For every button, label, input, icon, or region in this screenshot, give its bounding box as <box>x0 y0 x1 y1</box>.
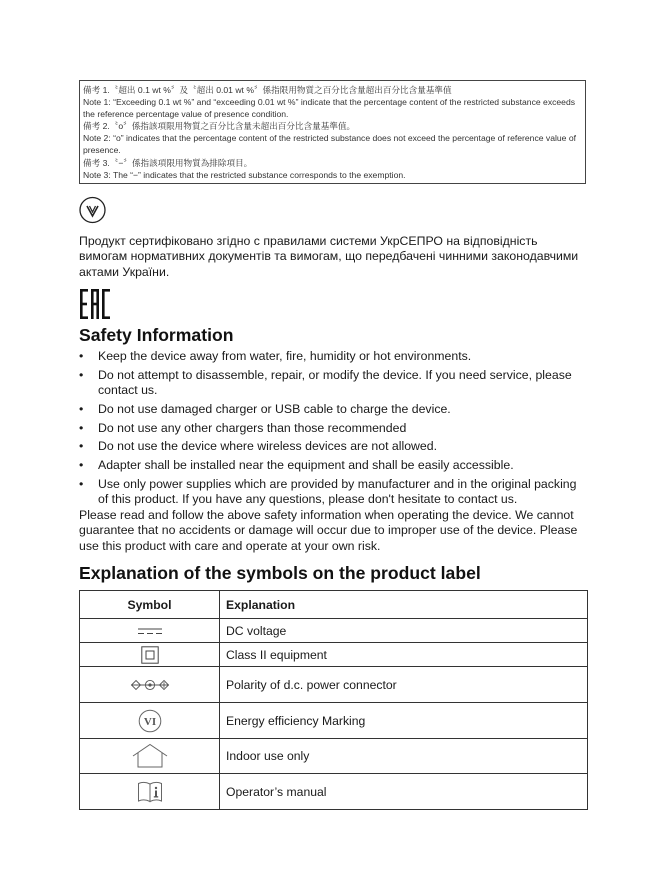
bullet-icon: • <box>79 348 84 363</box>
bullet-icon: • <box>79 401 84 416</box>
symbol-column-header: Symbol <box>80 591 220 619</box>
bullet-icon: • <box>79 420 84 435</box>
note-line: 備考 1.〝超出 0.1 wt %〞及〝超出 0.01 wt %〞係指限用物質之百分比含量超出百分比含量基準值 <box>83 85 452 95</box>
list-item-text: Do not use any other chargers than those recommended <box>98 420 407 435</box>
ukrsepro-certification-text: Продукт сертифіковано згідно с правилами системи УкрСЕПРО на відповідність вимогам нормативних документів та вимогам, що передбачені чинними законодавчими актами України. <box>79 233 579 279</box>
table-row <box>80 774 588 810</box>
list-item <box>79 402 586 417</box>
symbol-explanation: DC voltage <box>220 619 588 643</box>
ukrsepro-mark-icon <box>79 195 586 225</box>
note-line: 備考 3.〝−〞係指該項限用物質為排除項目。 <box>83 157 253 168</box>
table-row <box>80 703 588 739</box>
safety-information-heading: Safety Information <box>79 324 234 345</box>
list-item-text: Do not use the device where wireless devices are not allowed. <box>98 439 438 454</box>
note-line: 備考 2.〝o〞係指該項限用物質之百分比含量未超出百分比含量基準值。 <box>83 121 356 132</box>
restricted-substance-notes <box>79 80 586 184</box>
explanation-column-header: Explanation <box>220 591 588 619</box>
safety-list <box>79 349 586 507</box>
table-row <box>80 739 588 774</box>
note-line: Note 1: “Exceeding 0.1 wt %” and “exceeding 0.01 wt %” indicate that the percentage content of the restricted substance exceeds the reference percentage value of presence condition. <box>83 97 576 120</box>
energy-mark-label: VI <box>143 715 156 728</box>
table-row <box>80 643 588 667</box>
list-item <box>79 439 586 454</box>
bullet-icon: • <box>79 458 84 473</box>
eac-mark-icon <box>79 287 586 323</box>
list-item <box>79 421 586 436</box>
list-item-text: Do not use damaged charger or USB cable to charge the device. <box>98 401 451 416</box>
symbols-heading: Explanation of the symbols on the product label <box>79 563 481 584</box>
symbols-table <box>79 590 588 810</box>
dc-voltage-icon <box>80 619 220 643</box>
bullet-icon: • <box>79 439 84 454</box>
symbol-explanation: Indoor use only <box>220 739 588 774</box>
indoor-icon <box>80 739 220 774</box>
bullet-icon: • <box>79 476 84 491</box>
symbol-explanation: Energy efficiency Marking <box>220 703 588 739</box>
class-ii-icon <box>80 643 220 667</box>
list-item-text: Keep the device away from water, fire, humidity or hot environments. <box>98 348 472 363</box>
list-item-text: Use only power supplies which are provided by manufacturer and in the original packing of this product. If you have any questions, please don't hesitate to contact us. <box>98 476 577 507</box>
symbol-explanation: Operator’s manual <box>220 774 588 810</box>
note-line: Note 2: “o” indicates that the percentage content of the restricted substance does not exceed the percentage of reference value of presence. <box>83 133 577 156</box>
polarity-icon <box>80 667 220 703</box>
note-line: Note 3: The “−” indicates that the restricted substance corresponds to the exemption. <box>83 169 406 180</box>
list-item <box>79 477 586 507</box>
table-row <box>80 667 588 703</box>
manual-icon <box>80 774 220 810</box>
table-row <box>80 619 588 643</box>
energy-efficiency-icon <box>80 703 220 739</box>
symbol-explanation: Polarity of d.c. power connector <box>220 667 588 703</box>
list-item-text: Adapter shall be installed near the equipment and shall be easily accessible. <box>98 458 514 473</box>
list-item <box>79 458 586 473</box>
list-item <box>79 368 586 398</box>
list-item <box>79 349 586 364</box>
symbol-explanation: Class II equipment <box>220 643 588 667</box>
safety-paragraph: Please read and follow the above safety information when operating the device. We cannot guarantee that no accidents or damage will occur due to improper use of the device. Please use this product with care and operate at your own risk. <box>79 507 578 553</box>
bullet-icon: • <box>79 367 84 382</box>
table-header-row <box>80 591 588 619</box>
document-page <box>79 80 586 810</box>
list-item-text: Do not attempt to disassemble, repair, or modify the device. If you need service, please contact us. <box>98 367 572 397</box>
